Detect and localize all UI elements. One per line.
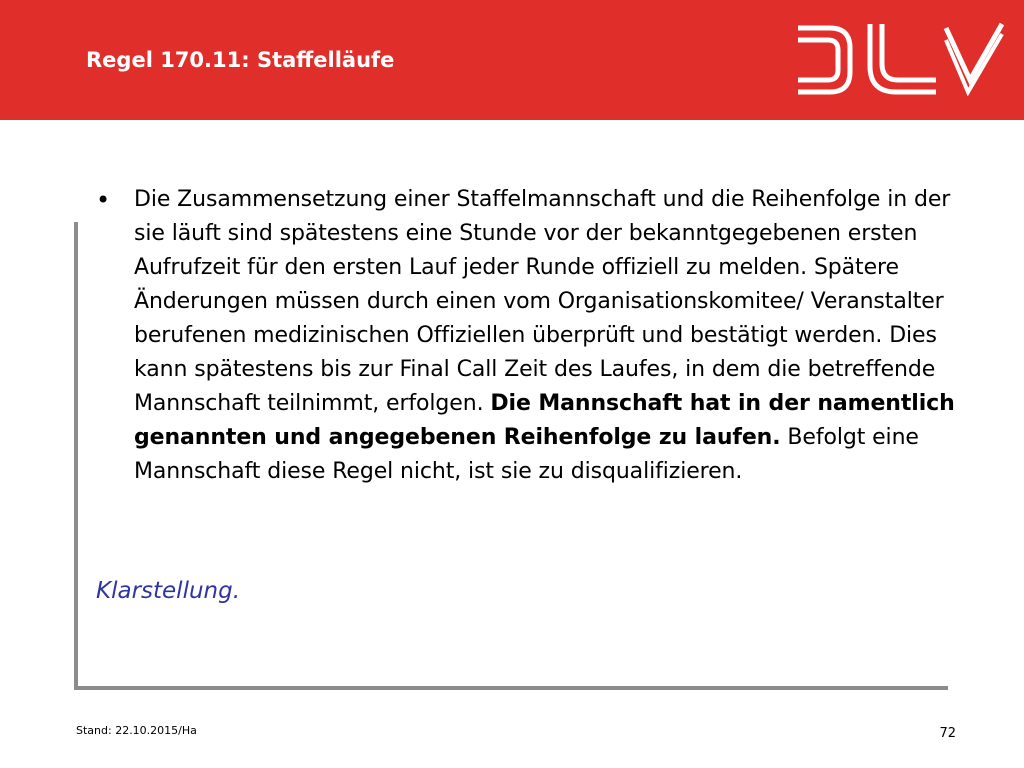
- slide-title: Regel 170.11: Staffelläufe: [86, 48, 395, 72]
- page-number: 72: [939, 726, 956, 741]
- rule-text-part1: Die Zusammensetzung einer Staffelmannschaft und die Reihenfolge in der sie läuft sind spätestens eine Stunde vor der bekanntgegebenen ersten Aufrufzeit für den ersten Lauf jeder Runde offiziell zu melden. Spätere Änderungen müssen durch einen vom Organisationskomitee/ Veranstalter berufenen medizinischen Offiziellen überprüft und bestätigt werden. Dies kann spätestens bis zur Final Call Zeit des Laufes, in dem die betreffende Mannschaft teilnimmt, erfolgen.: [134, 187, 951, 416]
- header-bar: [0, 0, 1024, 120]
- footer-stand-date: Stand: 22.10.2015/Ha: [76, 724, 197, 737]
- bullet-dot-icon: •: [96, 186, 111, 214]
- rule-text: [134, 183, 956, 489]
- rule-bullet-item: [96, 183, 956, 489]
- clarification-note: Klarstellung.: [96, 578, 241, 604]
- rule-text-bold: Die Mannschaft hat in der namentlich genannten und angegebenen Reihenfolge zu laufen.: [134, 391, 955, 450]
- rule-text-part2: Befolgt eine Mannschaft diese Regel nicht, ist sie zu disqualifizieren.: [134, 425, 919, 484]
- dlv-logo: [796, 22, 1006, 96]
- content-frame-left-border: [74, 222, 78, 690]
- content-frame-bottom-border: [74, 686, 948, 690]
